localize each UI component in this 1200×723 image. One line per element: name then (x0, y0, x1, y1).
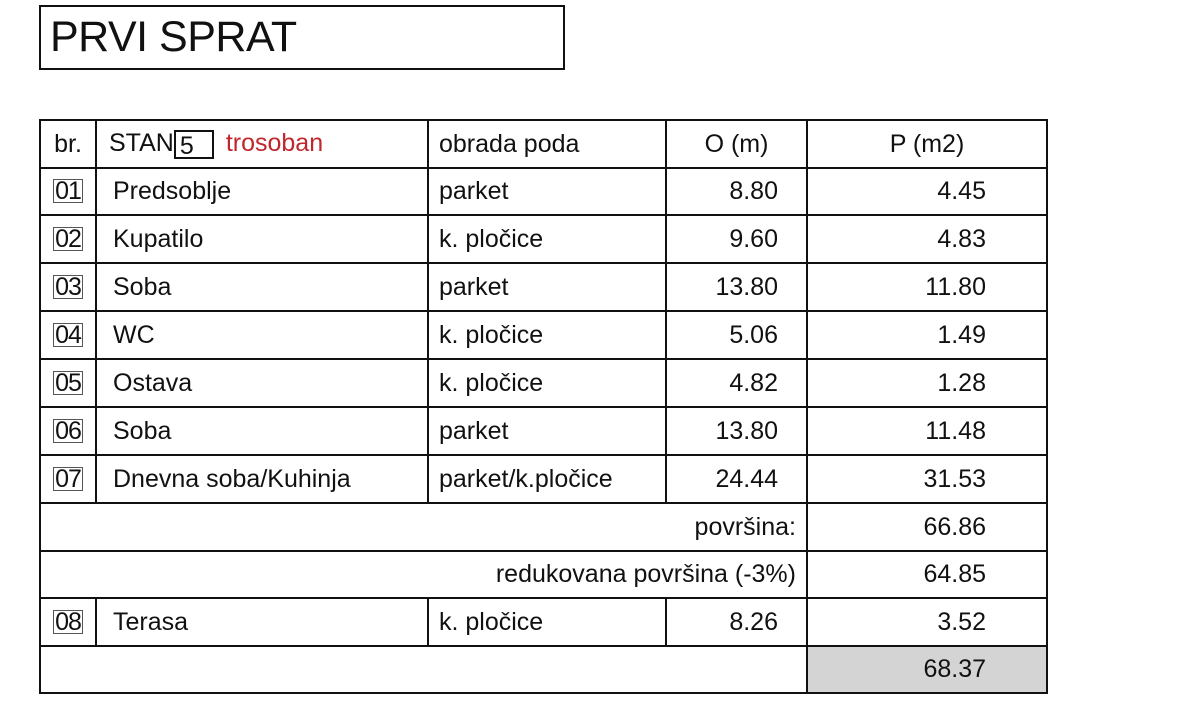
room-floor: parket (428, 168, 666, 215)
room-name: Predsoblje (96, 168, 428, 215)
room-name: Ostava (96, 359, 428, 407)
room-number: 04 (55, 320, 81, 349)
room-perimeter: 8.80 (666, 168, 807, 215)
room-perimeter: 5.06 (666, 311, 807, 359)
header-area: P (m2) (807, 120, 1047, 168)
room-area: 1.28 (807, 359, 1047, 407)
room-area-table (39, 119, 1048, 694)
area-label: površina: (40, 503, 807, 551)
floor-title: PRVI SPRAT (50, 13, 297, 61)
room-floor: parket (428, 407, 666, 455)
table-row (40, 359, 1047, 407)
stan-label: STAN (109, 129, 174, 158)
room-perimeter: 4.82 (666, 359, 807, 407)
room-perimeter: 24.44 (666, 455, 807, 503)
room-perimeter: 13.80 (666, 263, 807, 311)
room-floor: parket/k.pločice (428, 455, 666, 503)
room-area: 1.49 (807, 311, 1047, 359)
room-area: 11.80 (807, 263, 1047, 311)
room-number: 07 (55, 464, 81, 493)
stan-number-box: 5 (174, 130, 214, 159)
table-row (40, 311, 1047, 359)
floor-title-box (39, 5, 565, 70)
table-row (40, 407, 1047, 455)
header-perimeter: O (m) (666, 120, 807, 168)
room-floor: k. pločice (428, 215, 666, 263)
room-number: 01 (55, 177, 81, 205)
stan-type: trosoban (225, 129, 324, 158)
table-row (40, 263, 1047, 311)
room-area: 4.45 (807, 168, 1047, 215)
total-row (40, 646, 1047, 693)
room-number: 05 (55, 368, 81, 397)
area-value: 66.86 (807, 503, 1047, 551)
room-perimeter: 9.60 (666, 215, 807, 263)
table-row (40, 168, 1047, 215)
room-number: 08 (55, 607, 81, 636)
room-number: 06 (55, 416, 81, 445)
room-area: 3.52 (807, 598, 1047, 646)
total-blank (40, 646, 807, 693)
room-name: Terasa (96, 598, 428, 646)
table-row (40, 455, 1047, 503)
header-stan (96, 120, 428, 168)
reduced-area-value: 64.85 (807, 551, 1047, 598)
room-perimeter: 13.80 (666, 407, 807, 455)
room-area: 11.48 (807, 407, 1047, 455)
total-value: 68.37 (807, 646, 1047, 693)
table-row (40, 215, 1047, 263)
room-name: Soba (96, 407, 428, 455)
area-summary-row (40, 503, 1047, 551)
table-row-terrace (40, 598, 1047, 646)
room-name: Dnevna soba/Kuhinja (96, 455, 428, 503)
room-floor: k. pločice (428, 359, 666, 407)
room-name: Soba (96, 263, 428, 311)
room-area: 4.83 (807, 215, 1047, 263)
reduced-area-row (40, 551, 1047, 598)
header-br: br. (40, 120, 96, 168)
room-number: 02 (55, 224, 81, 253)
room-name: WC (96, 311, 428, 359)
room-perimeter: 8.26 (666, 598, 807, 646)
table-header-row (40, 120, 1047, 168)
reduced-area-label: redukovana površina (-3%) (40, 551, 807, 598)
room-floor: k. pločice (428, 598, 666, 646)
room-name: Kupatilo (96, 215, 428, 263)
header-floor-finish: obrada poda (428, 120, 666, 168)
room-area: 31.53 (807, 455, 1047, 503)
room-floor: parket (428, 263, 666, 311)
room-number: 03 (55, 272, 81, 301)
room-floor: k. pločice (428, 311, 666, 359)
